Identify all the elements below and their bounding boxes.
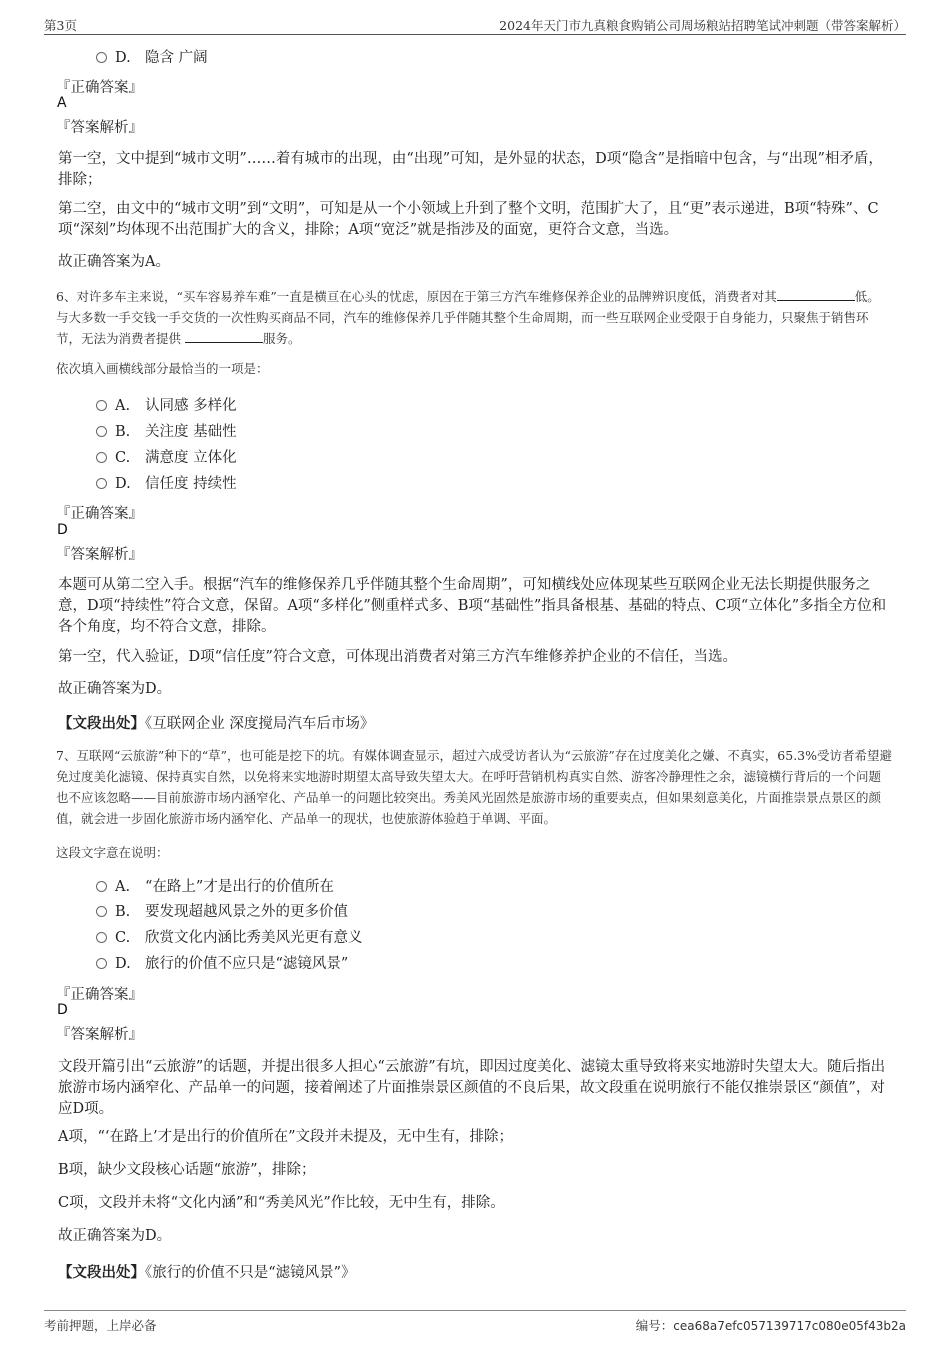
radio-icon[interactable] <box>96 881 107 892</box>
q7-option-a[interactable]: A. “在路上”才是出行的价值所在 <box>96 877 334 897</box>
radio-icon[interactable] <box>96 52 107 63</box>
q7-analysis-p4: C项，文段并未将“文化内涵”和“秀美风光”作比较，无中生有，排除。 <box>58 1195 505 1211</box>
radio-icon[interactable] <box>96 958 107 969</box>
q7-option-c[interactable]: C. 欣赏文化内涵比秀美风光更有意义 <box>96 928 363 948</box>
q5-answer: A <box>57 95 67 111</box>
q6-analysis-label: 『答案解析』 <box>56 547 143 563</box>
q6-option-c[interactable]: C. 满意度 立体化 <box>96 448 237 468</box>
radio-icon[interactable] <box>96 400 107 411</box>
q7-option-d[interactable]: D. 旅行的价值不应只是“滤镜风景” <box>96 954 348 974</box>
q6-question-text: 6、对许多车主来说，“买车容易养车难”一直是横亘在心头的忧虑，原因在于第三方汽车维修保养企业的品牌辨识度低，消费者对其 低。与大多数一手交钱一手交货的一次性购买商品不同，汽车的维修保养几乎伴随其整个生命周期，而一些互联网企业受限于自身能力，只聚焦于销售环节，无法为消费者提供 服务。 <box>56 289 880 346</box>
q7-option-b[interactable]: B. 要发现超越风景之外的更多价值 <box>96 902 348 922</box>
radio-icon[interactable] <box>96 478 107 489</box>
q7-prompt: 这段文字意在说明： <box>56 845 169 860</box>
q7-analysis-p1: 文段开篇引出“云旅游”的话题，并提出很多人担心“云旅游”有坑，即因过度美化、滤镜太重导致将来实地游时失望太大。随后指出旅游市场内涵窄化、产品单一的问题，接着阐述了片面推崇景区颜值的不良后果，故文段重在说明旅行不能仅推崇景区“颜值”，对应D项。 <box>58 1059 886 1117</box>
radio-icon[interactable] <box>96 906 107 917</box>
q7-source: 【文段出处】《旅行的价值不只是“滤镜风景”》 <box>58 1264 356 1281</box>
q5-analysis-p3: 故正确答案为A。 <box>58 254 170 270</box>
document-title: 2024年天门市九真粮食购销公司周场粮站招聘笔试冲刺题（带答案解析） <box>499 18 906 33</box>
fill-blank-1 <box>777 288 855 301</box>
q5-analysis-p2: 第二空，由文中的“城市文明”到“文明”，可知是从一个小领域上升到了整个文明，范围扩大了，且“更”表示递进，B项“特殊”、C项“深刻”均体现不出范围扩大的含义，排除；A项“宽泛”就是指涉及的面宽，更符合文意，当选。 <box>58 201 879 238</box>
q6-option-b[interactable]: B. 关注度 基础性 <box>96 422 237 442</box>
q7-question-text: 7、互联网“云旅游”种下的“草”，也可能是挖下的坑。有媒体调查显示，超过六成受访者认为“云旅游”存在过度美化之嫌、不真实，65.3%受访者希望避免过度美化滤镜、保持真实自然，以免将来实地游时期望太高导致失望太大。在呼吁营销机构真实自然、游客冷静理性之余，滤镜横行背后的一个问题也不应该忽略——目前旅游市场内涵窄化、产品单一的问题比较突出。秀美风光固然是旅游市场的重要卖点，但如果刻意美化，片面推崇景点景区的颜值，就会进一步固化旅游市场内涵窄化、产品单一的现状，也使旅游体验趋于单调、平面。 <box>56 748 893 826</box>
q5-answer-label: 『正确答案』 <box>56 80 143 96</box>
page-number: 第3页 <box>44 18 77 33</box>
page-footer <box>44 1310 906 1335</box>
q5-analysis-label: 『答案解析』 <box>56 120 143 136</box>
q7-analysis-p5: 故正确答案为D。 <box>58 1228 172 1244</box>
q6-analysis-p1: 本题可从第二空入手。根据“汽车的维修保养几乎伴随其整个生命周期”，可知横线处应体现某些互联网企业无法长期提供服务之意，D项“持续性”符合文意，保留。A项“多样化”侧重样式多、B项“基础性”指具备根基、基础的特点、C项“立体化”多指全方位和各个角度，均不符合文意，排除。 <box>58 577 887 635</box>
q6-option-d[interactable]: D. 信任度 持续性 <box>96 474 237 494</box>
q6-answer: D <box>57 522 68 538</box>
q5-analysis-p1: 第一空，文中提到“城市文明”……着有城市的出现，由“出现”可知，是外显的状态，D项“隐含”是指暗中包含，与“出现”相矛盾，排除； <box>58 151 883 188</box>
q6-source: 【文段出处】《互联网企业 深度搅局汽车后市场》 <box>58 715 375 732</box>
q5-option-d[interactable]: D. 隐含 广阔 <box>96 48 208 68</box>
q7-answer: D <box>57 1002 68 1018</box>
q6-option-a[interactable]: A. 认同感 多样化 <box>96 396 237 416</box>
radio-icon[interactable] <box>96 932 107 943</box>
footer-slogan: 考前押题，上岸必备 <box>44 1318 157 1333</box>
q6-analysis-p3: 故正确答案为D。 <box>58 681 172 697</box>
q7-analysis-p2: A项，“‘在路上’才是出行的价值所在”文段并未提及，无中生有，排除； <box>58 1129 514 1145</box>
q6-analysis-p2: 第一空，代入验证，D项“信任度”符合文意，可体现出消费者对第三方汽车维修养护企业的不信任，当选。 <box>58 649 737 665</box>
fill-blank-2 <box>185 330 263 343</box>
page-header <box>44 14 906 35</box>
q7-analysis-label: 『答案解析』 <box>56 1027 143 1043</box>
radio-icon[interactable] <box>96 452 107 463</box>
q7-analysis-p3: B项，缺少文段核心话题“旅游”，排除； <box>58 1162 316 1178</box>
q6-answer-label: 『正确答案』 <box>56 506 143 522</box>
radio-icon[interactable] <box>96 426 107 437</box>
q6-prompt: 依次填入画横线部分最恰当的一项是： <box>56 361 269 376</box>
q7-answer-label: 『正确答案』 <box>56 987 143 1003</box>
footer-code: 编号：cea68a7efc057139717c080e05f43b2a <box>635 1318 906 1333</box>
